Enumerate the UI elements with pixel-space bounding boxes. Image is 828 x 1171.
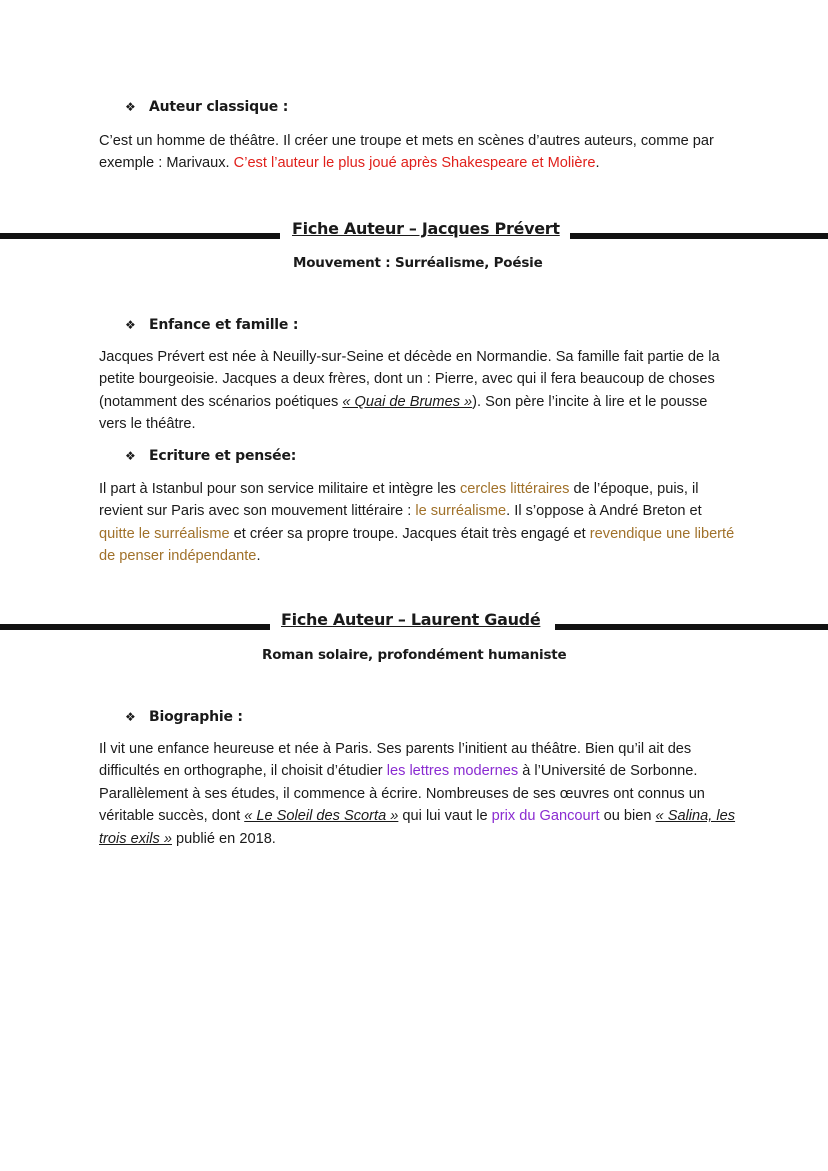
paragraph-biographie: Il vit une enfance heureuse et née à Paris. Ses parents l’initient au théâtre. Bien qu’il ait des difficultés en orthographe, il choisit d’étudier les lettres modernes à l’Université de Sorbonne. Parallèlement à ses études, il commence à écrire. Nombreuses de ses œuvres ont connus un véritable succès, dont « Le Soleil des Scorta » qui lui vaut le prix du Gancourt ou bien « Salina, les trois exils » publié en 2018. xyxy=(99,741,736,847)
highlight-gold: quitte le surréalisme xyxy=(99,525,230,542)
highlight-purple: prix du Gancourt xyxy=(491,808,600,825)
heading-biographie: ❖ Biographie : xyxy=(125,709,243,725)
highlight-gold: le surréalisme xyxy=(415,503,507,520)
highlight-purple: les lettres modernes xyxy=(386,763,519,780)
work-title: « Salina, les trois exils » xyxy=(99,808,736,847)
heading-ecriture-pensee: ❖ Ecriture et pensée: xyxy=(125,448,297,464)
diamond-bullet-icon: ❖ xyxy=(125,318,136,332)
highlight-gold: revendique une liberté de penser indépendante xyxy=(99,525,735,565)
work-title: « Quai de Brumes » xyxy=(342,393,473,410)
diamond-bullet-icon: ❖ xyxy=(125,100,136,114)
title-rule-right xyxy=(555,624,828,630)
title-prevert: Fiche Auteur – Jacques Prévert xyxy=(292,219,560,238)
title-rule-right xyxy=(570,233,828,239)
work-title: « Le Soleil des Scorta » xyxy=(244,808,399,825)
highlight-red: C’est l’auteur le plus joué après Shakespeare et Molière xyxy=(233,155,596,172)
highlight-gold: cercles littéraires xyxy=(459,481,570,497)
paragraph-enfance-famille: Jacques Prévert est née à Neuilly-sur-Seine et décède en Normandie. Sa famille fait partie de la petite bourgeoisie. Jacques a deux frères, dont un : Pierre, avec qui il fera beaucoup de choses (notamment des scénarios poétiques « Quai de Brumes »). Son père l’incite à lire et le pousse vers le théâtre. xyxy=(99,349,720,433)
diamond-bullet-icon: ❖ xyxy=(125,710,136,724)
diamond-bullet-icon: ❖ xyxy=(125,449,136,463)
heading-auteur-classique: ❖ Auteur classique : xyxy=(125,99,289,115)
subtitle-gaude: Roman solaire, profondément humaniste xyxy=(262,647,567,663)
paragraph-auteur-classique: C’est un homme de théâtre. Il créer une troupe et mets en scènes d’autres auteurs, comme par exemple : Marivaux. C’est l’auteur le plus joué après Shakespeare et Molière. xyxy=(99,133,714,172)
subtitle-prevert: Mouvement : Surréalisme, Poésie xyxy=(293,255,543,271)
title-rule-left xyxy=(0,624,270,630)
paragraph-ecriture-pensee: Il part à Istanbul pour son service militaire et intègre les cercles littéraires de l’époque, puis, il revient sur Paris avec son mouvement littéraire : le surréalisme. Il s’oppose à André Breton et quitte le surréalisme et créer sa propre troupe. Jacques était très engagé et revendique une liberté de penser indépendante. xyxy=(99,481,735,565)
title-rule-left xyxy=(0,233,280,239)
heading-enfance-famille: ❖ Enfance et famille : xyxy=(125,317,299,333)
title-gaude: Fiche Auteur – Laurent Gaudé xyxy=(281,610,541,629)
